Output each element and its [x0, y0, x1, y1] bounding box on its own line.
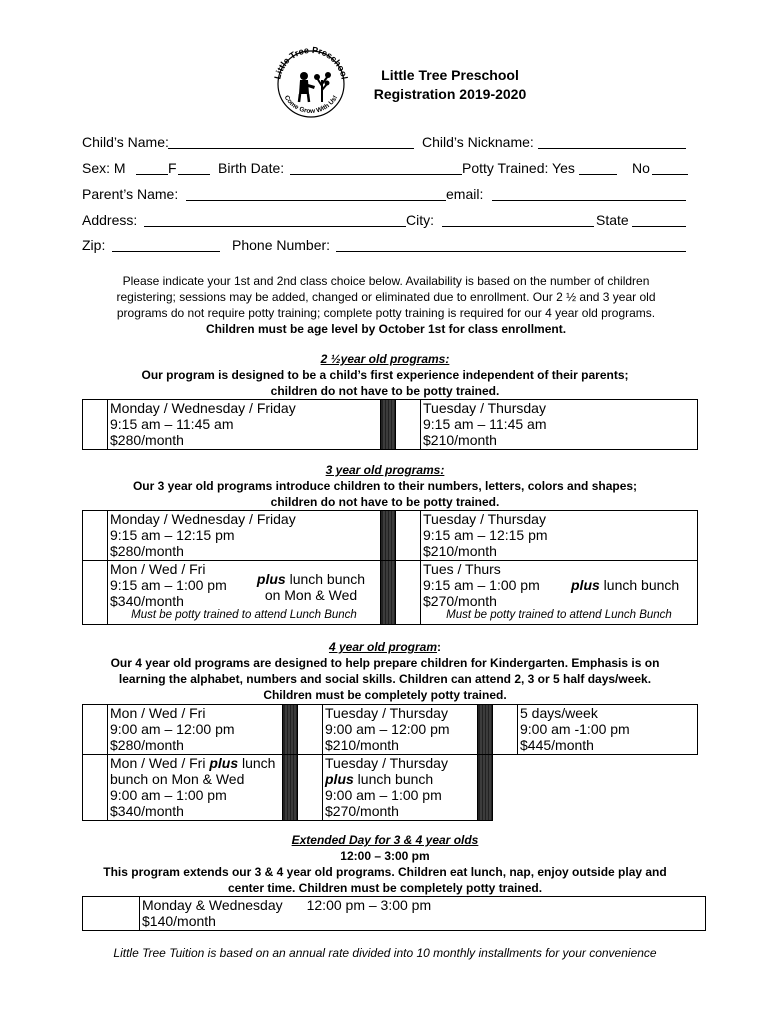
option-time: 9:00 am – 1:00 pm [325, 787, 442, 803]
sex-female-field[interactable] [178, 158, 210, 175]
option-days: Mon / Wed / Fri [110, 705, 206, 721]
childs-nickname-label: Child’s Nickname: [422, 134, 534, 150]
two-half-heading: 2 ½year old programs: [320, 352, 450, 366]
four-desc-3: Children must be completely potty trained. [263, 688, 507, 702]
email-label: email: [446, 186, 484, 202]
four-heading-colon: : [437, 640, 442, 654]
option-days: Mon / Wed / Fri [110, 561, 206, 577]
four-mwf-checkbox[interactable] [83, 705, 108, 755]
parents-name-field[interactable] [186, 184, 446, 201]
option-price: $210/month [325, 737, 399, 753]
lunch-bunch-text: lunch bunch [285, 571, 366, 587]
two-half-desc-2: children do not have to be potty trained. [270, 384, 500, 398]
three-options-table [82, 510, 698, 625]
city-label: City: [406, 212, 434, 228]
option-days: Mon / Wed / Fri [110, 755, 210, 771]
three-mwf-option [108, 511, 381, 561]
svg-text:Little Tree Preschool [272, 45, 349, 80]
four-tt-checkbox[interactable] [298, 705, 323, 755]
four-heading: 4 year old program [328, 640, 438, 654]
option-days: Monday & Wednesday [142, 897, 283, 913]
zip-field[interactable] [112, 235, 220, 252]
lunch-text: lunch [238, 755, 276, 771]
phone-field[interactable] [336, 235, 686, 252]
two-half-desc-1: Our program is designed to be a child’s first experience independent of their parents; [141, 368, 629, 382]
extended-options-table [82, 896, 706, 931]
option-price: $270/month [423, 593, 497, 609]
option-time: 9:15 am – 1:00 pm [423, 577, 540, 593]
row-sex-birth [82, 158, 692, 178]
extended-checkbox[interactable] [83, 897, 140, 931]
potty-trained-yes-label: Potty Trained: Yes [462, 160, 575, 176]
tuition-footer-note: Little Tree Tuition is based on an annual rate divided into 10 monthly installments for your convenience [113, 946, 657, 960]
school-name: Little Tree Preschool [381, 67, 519, 83]
three-tt-checkbox[interactable] [396, 511, 421, 561]
childs-nickname-field[interactable] [538, 132, 686, 149]
sex-female-label: F [168, 160, 177, 176]
three-tt-lunch-option [421, 561, 698, 625]
potty-trained-no-field[interactable] [652, 158, 688, 175]
age-requirement-note: Children must be age level by October 1st for class enrollment. [205, 322, 567, 336]
option-price: $270/month [325, 803, 399, 819]
option-price: $340/month [110, 593, 184, 609]
option-days: Monday / Wednesday / Friday [110, 511, 296, 527]
option-price: $280/month [110, 432, 184, 448]
shaded-divider [381, 511, 396, 561]
empty-cell [493, 755, 518, 821]
lunch-bunch-note [256, 571, 366, 603]
option-time: 9:15 am – 12:15 pm [423, 527, 548, 543]
shaded-divider [478, 755, 493, 821]
intro-line-1: Please indicate your 1st and 2nd class choice below. Availability is based on the number of children [122, 274, 650, 288]
lunch-bunch-text: lunch bunch [353, 771, 434, 787]
option-price: $445/month [520, 737, 594, 753]
extended-section-header [80, 832, 690, 896]
preschool-logo [268, 42, 354, 122]
three-mwf-lunch-checkbox[interactable] [83, 561, 108, 625]
shaded-divider [381, 561, 396, 625]
row-parent-email [82, 184, 692, 204]
birth-date-field[interactable] [290, 158, 462, 175]
potty-trained-yes-field[interactable] [579, 158, 617, 175]
lunch-bunch-text: lunch bunch [599, 577, 680, 593]
three-desc-1: Our 3 year old programs introduce children to their numbers, letters, colors and shapes; [132, 479, 638, 493]
potty-note: Must be potty trained to attend Lunch Bunch [131, 609, 357, 621]
option-price: $210/month [423, 543, 497, 559]
four-mwf-lunch-option [108, 755, 283, 821]
option-time: 9:00 am – 12:00 pm [110, 721, 235, 737]
address-label: Address: [82, 212, 138, 228]
empty-cell [518, 755, 698, 821]
plus-word: plus [325, 771, 354, 787]
address-field[interactable] [144, 210, 406, 227]
three-mwf-checkbox[interactable] [83, 511, 108, 561]
option-time: 9:15 am – 12:15 pm [110, 527, 235, 543]
row-child-name [82, 132, 692, 152]
logo-arc-top-text: Little Tree Preschool [272, 44, 350, 81]
option-time: 9:00 am -1:00 pm [520, 721, 630, 737]
plus-word: plus [256, 571, 286, 587]
sex-male-label: Sex: M [82, 160, 126, 176]
option-price: $280/month [110, 737, 184, 753]
shaded-divider [283, 705, 298, 755]
sex-male-field[interactable] [136, 158, 168, 175]
shaded-divider [283, 755, 298, 821]
lunch-bunch-days: on Mon & Wed [264, 587, 358, 603]
option-days: Tuesday / Thursday [423, 511, 546, 527]
four-tt-option [323, 705, 478, 755]
intro-line-2: registering; sessions may be added, changed or eliminated due to enrollment. Our 2 ½ and 3 year old [116, 290, 656, 304]
registration-year: Registration 2019-2020 [373, 86, 527, 102]
row-zip-phone [82, 235, 692, 255]
intro-paragraph [94, 273, 678, 337]
four-desc-1: Our 4 year old programs are designed to help prepare children for Kindergarten. Emphasis is on [110, 656, 660, 670]
logo-arc-bottom-text: Come Grow With Us! [282, 94, 340, 116]
two-half-mwf-checkbox[interactable] [83, 400, 108, 450]
shaded-divider [478, 705, 493, 755]
option-days: Tuesday / Thursday [423, 400, 546, 416]
four-tt-lunch-option [323, 755, 478, 821]
four-five-day-checkbox[interactable] [493, 705, 518, 755]
plus-word: plus [209, 755, 239, 771]
childs-name-label: Child’s Name: [82, 134, 169, 150]
extended-heading: Extended Day for 3 & 4 year olds [291, 833, 479, 847]
form-title [350, 66, 550, 104]
option-days: Tues / Thurs [423, 561, 501, 577]
three-tt-option [421, 511, 698, 561]
option-days: Tuesday / Thursday [325, 755, 448, 771]
extended-desc-2: center time. Children must be completely potty trained. [227, 881, 543, 895]
option-price: $140/month [142, 913, 216, 929]
two-half-section-header [80, 351, 690, 399]
three-section-header [80, 462, 690, 510]
three-desc-2: children do not have to be potty trained. [270, 495, 500, 509]
four-section-header [80, 639, 690, 703]
option-time: 9:00 am – 1:00 pm [110, 787, 227, 803]
phone-label: Phone Number: [232, 237, 331, 253]
state-field[interactable] [632, 210, 686, 227]
option-days: 5 days/week [520, 705, 598, 721]
email-field[interactable] [492, 184, 686, 201]
birth-date-label: Birth Date: [218, 160, 285, 176]
option-time: 9:00 am – 12:00 pm [325, 721, 450, 737]
shaded-divider [381, 400, 396, 450]
plus-word: plus [571, 577, 600, 593]
four-mwf-lunch-checkbox[interactable] [83, 755, 108, 821]
row-address [82, 210, 692, 230]
potty-trained-no-label: No [632, 160, 650, 176]
extended-option [140, 897, 706, 931]
extended-hours: 12:00 – 3:00 pm [340, 849, 430, 863]
option-price: $280/month [110, 543, 184, 559]
city-field[interactable] [442, 210, 594, 227]
two-half-options-table [82, 399, 698, 450]
option-price: $340/month [110, 803, 184, 819]
option-time: 12:00 pm – 3:00 pm [306, 897, 432, 913]
four-mwf-option [108, 705, 283, 755]
three-heading: 3 year old programs: [325, 463, 445, 477]
option-time: 9:15 am – 11:45 am [423, 416, 547, 432]
option-days: Tuesday / Thursday [325, 705, 448, 721]
four-options-table [82, 704, 698, 821]
extended-desc-1: This program extends our 3 & 4 year old programs. Children eat lunch, nap, enjoy outside play and [103, 865, 667, 879]
two-half-mwf-option [108, 400, 381, 450]
childs-name-field[interactable] [168, 132, 414, 149]
four-tt-lunch-checkbox[interactable] [298, 755, 323, 821]
two-half-tt-option [421, 400, 698, 450]
zip-label: Zip: [82, 237, 106, 253]
option-days: Monday / Wednesday / Friday [110, 400, 296, 416]
parents-name-label: Parent’s Name: [82, 186, 179, 202]
state-label: State [596, 212, 629, 228]
lunch-bunch-days: bunch on Mon & Wed [110, 771, 245, 787]
option-price: $210/month [423, 432, 497, 448]
four-desc-2: learning the alphabet, numbers and social skills. Children can attend 2, 3 or 5 half days/week. [118, 672, 652, 686]
intro-line-3: programs do not require potty training; complete potty training is required for our 4 year old programs. [116, 306, 656, 320]
three-tt-lunch-checkbox[interactable] [396, 561, 421, 625]
four-five-day-option [518, 705, 698, 755]
svg-text:Come Grow With Us! [283, 94, 340, 115]
potty-note: Must be potty trained to attend Lunch Bunch [446, 609, 672, 621]
three-mwf-lunch-option [108, 561, 381, 625]
two-half-tt-checkbox[interactable] [396, 400, 421, 450]
option-time: 9:15 am – 11:45 am [110, 416, 234, 432]
option-time: 9:15 am – 1:00 pm [110, 577, 227, 593]
